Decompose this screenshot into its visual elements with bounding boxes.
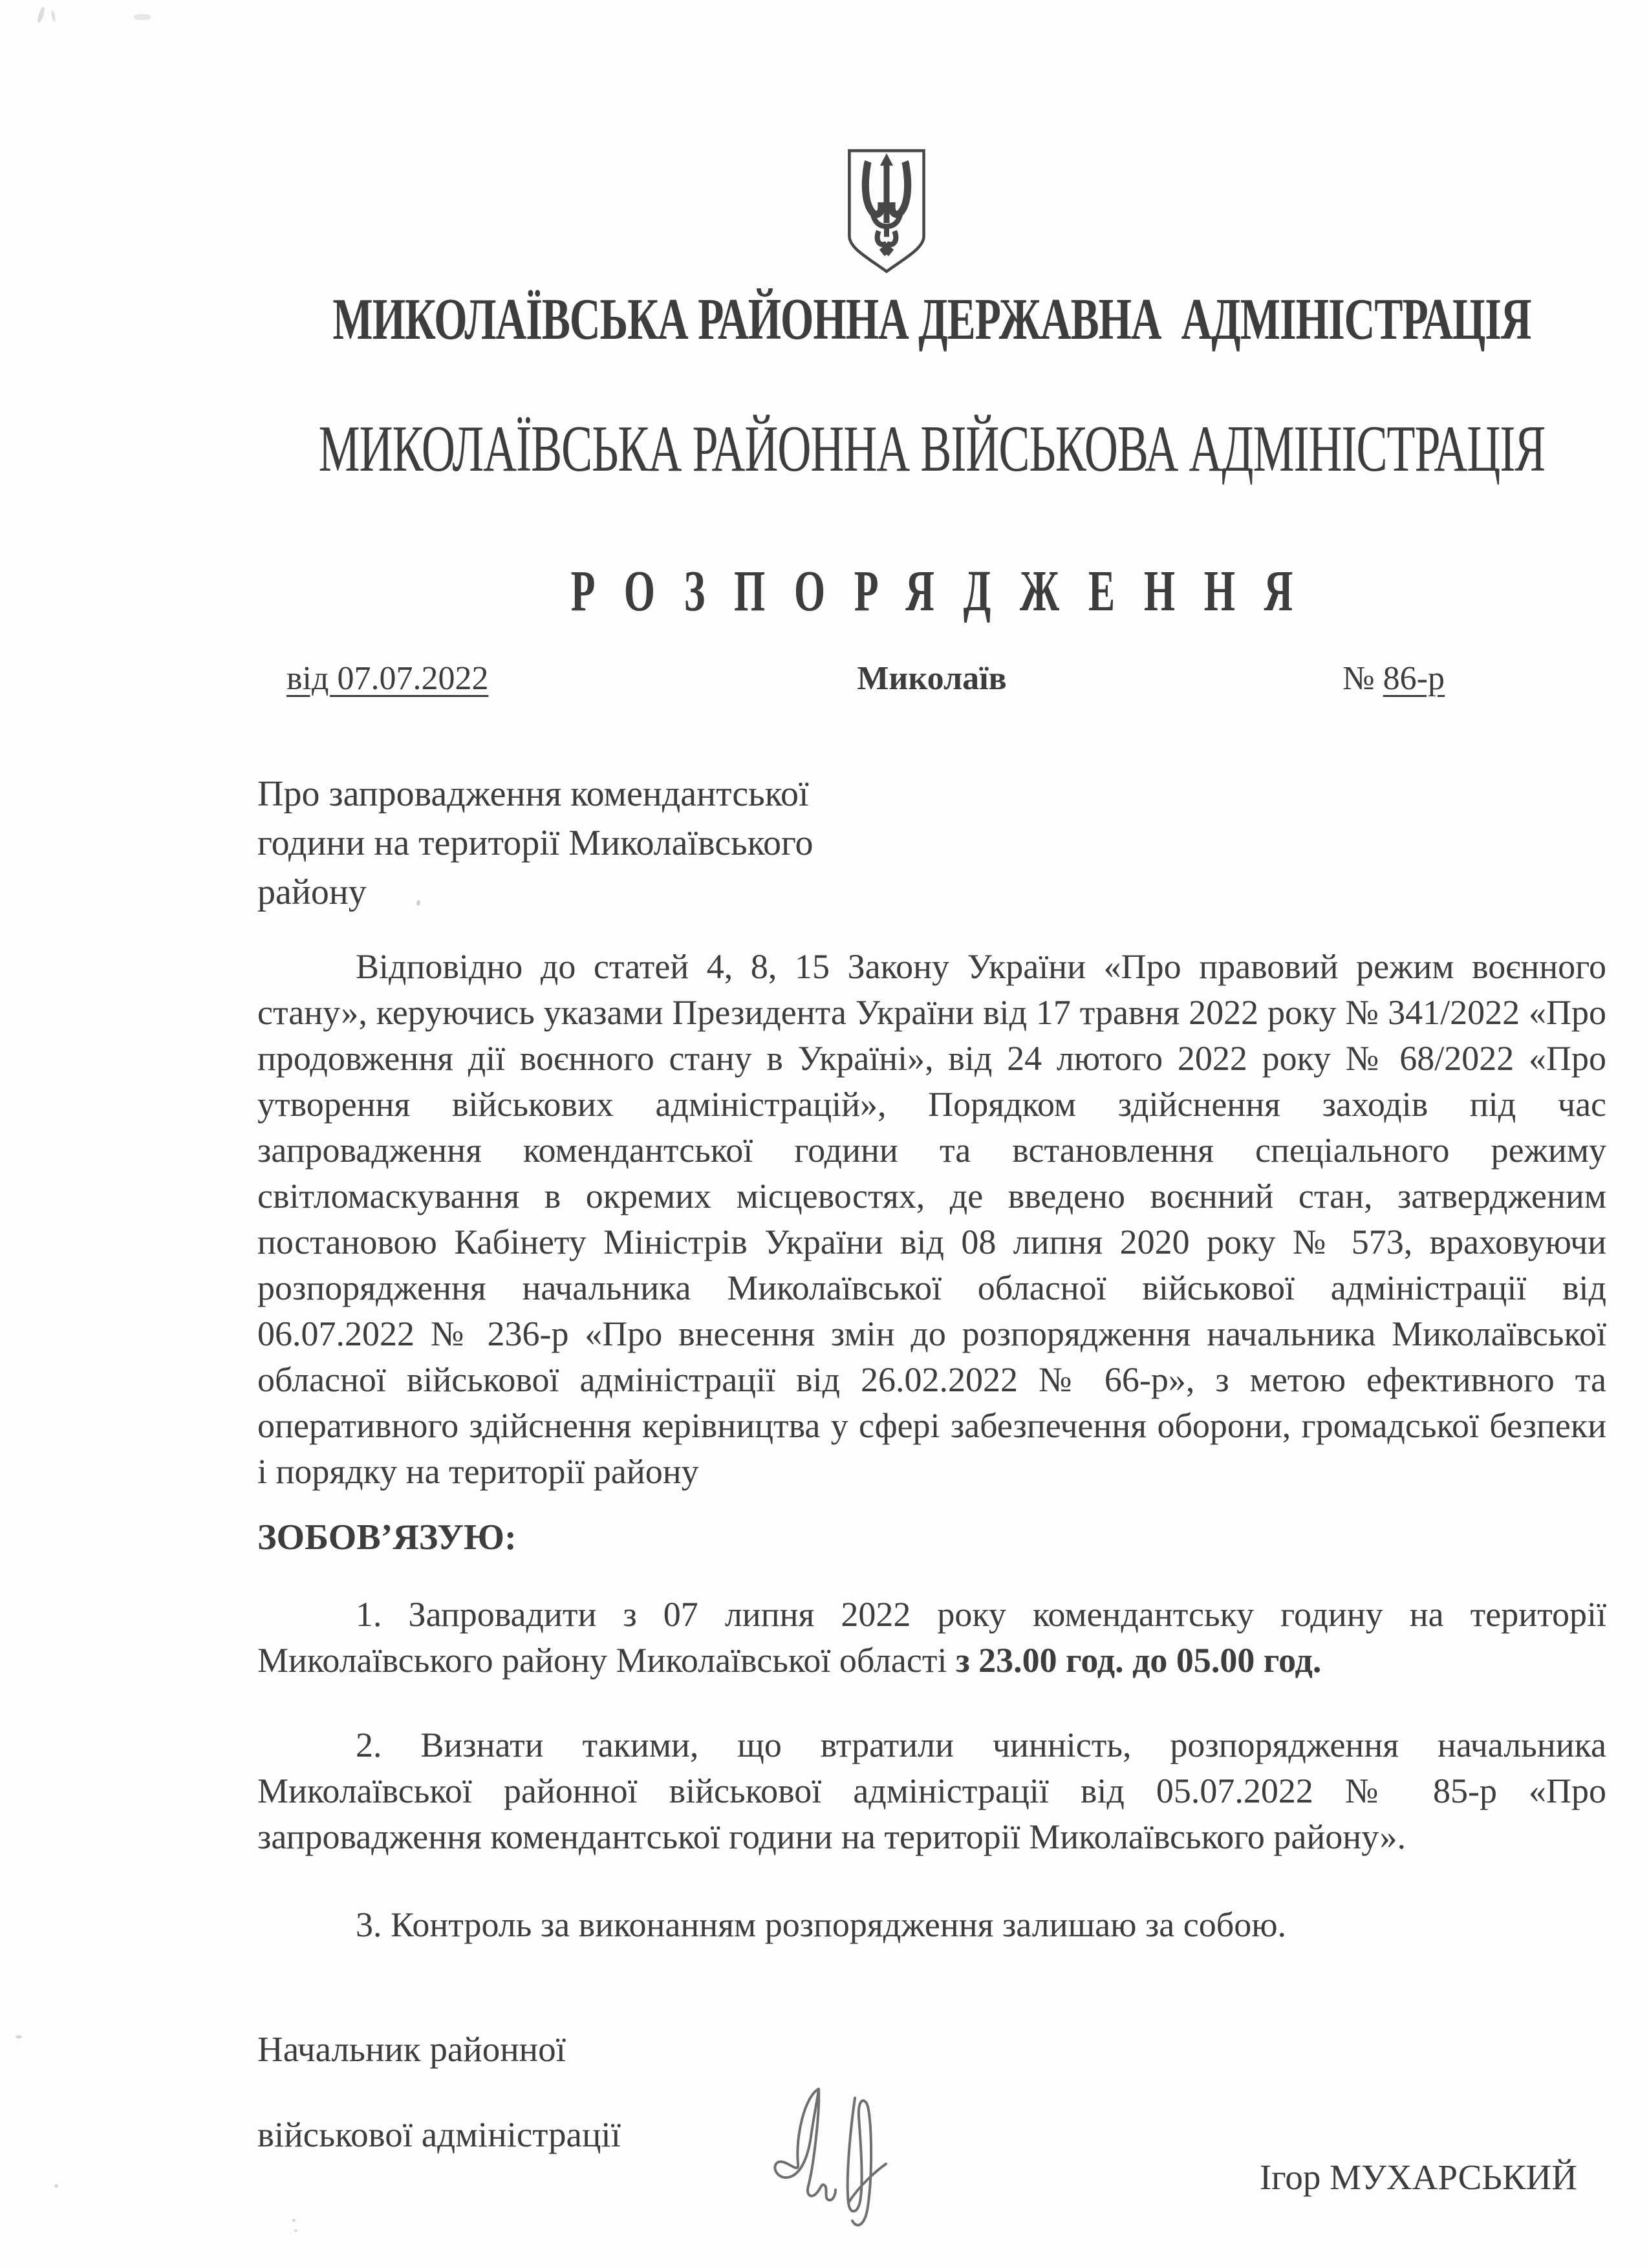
meta-row [257,658,1606,700]
scan-artifact [294,2229,297,2232]
org-name-line-1: МИКОЛАЇВСЬКА РАЙОННА ДЕРЖАВНА АДМІНІСТРАЦІЯ [332,286,1531,352]
order-item [257,1902,1606,1948]
signatory-name: Ігор МУХАРСЬКИЙ [1259,2157,1577,2198]
document-content [257,0,1606,2199]
order-item [257,1722,1606,1860]
subject-block [257,769,1606,917]
document-place: Миколаїв [857,660,1007,698]
preamble-paragraph: Відповідно до статей 4, 8, 15 Закону України «Про правовий режим воєнного стану», керуючись указами Президента України від 17 травня 2022 року № 341/2022 «Про продовження дії воєнного стану в Україні», від 24 лютого 2022 року № 68/2022 «Про утворення військових адміністрацій», Порядком здійснення заходів під час запровадження комендантської години та встановлення спеціального режиму світломаскування в окремих місцевостях, де введено воєнний стан, затвердженим постановою Кабінету Міністрів України від 08 липня 2020 року № 573, враховуючи розпорядження начальника Миколаївської обласної військової адміністрації від 06.07.2022 № 236-р «Про внесення змін до розпорядження начальника Миколаївської обласної військової адміністрації від 26.02.2022 № 66-р», з метою ефективного та оперативного здійснення керівництва у сфері забезпечення оборони, громадської безпеки і порядку на території району [257,947,1606,1492]
signatory-position [257,1985,621,2199]
order-item [257,1592,1606,1684]
order-heading: ЗОБОВ’ЯЗУЮ: [257,1517,517,1558]
scan-artifact [50,10,56,23]
order-item-text: 1. Запровадити з 07 липня 2022 року комендантську годину на території Миколаївського району Миколаївської області [257,1595,1606,1680]
scan-artifact [134,14,151,20]
scan-artifact [16,2035,22,2038]
scan-artifact [54,2184,58,2188]
document-date: від 07.07.2022 [286,660,489,698]
coat-of-arms [257,147,1606,279]
signatory-position-line: Начальник районної [257,2029,566,2070]
subject-line: години на території Миколаївського [257,823,814,864]
subject-line: району [257,872,367,913]
document-number [1342,658,1445,700]
document-title: РОЗПОРЯДЖЕННЯ [570,559,1322,624]
order-items [257,1592,1606,1948]
handwritten-signature-icon [757,2075,905,2236]
signatory-position-line: військової адміністрації [257,2115,621,2155]
subject-line: Про запровадження комендантської [257,774,809,815]
ukraine-trident-shield-icon [841,147,932,275]
scan-artifact [36,6,46,24]
order-item-bold-text: з 23.00 год. до 05.00 год. [955,1641,1322,1680]
document-number-prefix: № [1342,660,1383,698]
order-item-text: 2. Визнати такими, що втратили чинність, розпорядження начальника Миколаївської районної військової адміністрації від 05.07.2022 № 85-р «Про запровадження комендантської години на території Миколаївського району». [257,1726,1606,1857]
order-item-text: 3. Контроль за виконанням розпорядження залишаю за собою. [356,1905,1287,1945]
org-name-line-2: МИКОЛАЇВСЬКА РАЙОННА ВІЙСЬКОВА АДМІНІСТРАЦІЯ [318,412,1546,486]
document-number-value: 86-р [1383,660,1445,698]
scan-artifact [292,2219,296,2222]
signature-row [257,1985,1606,2199]
